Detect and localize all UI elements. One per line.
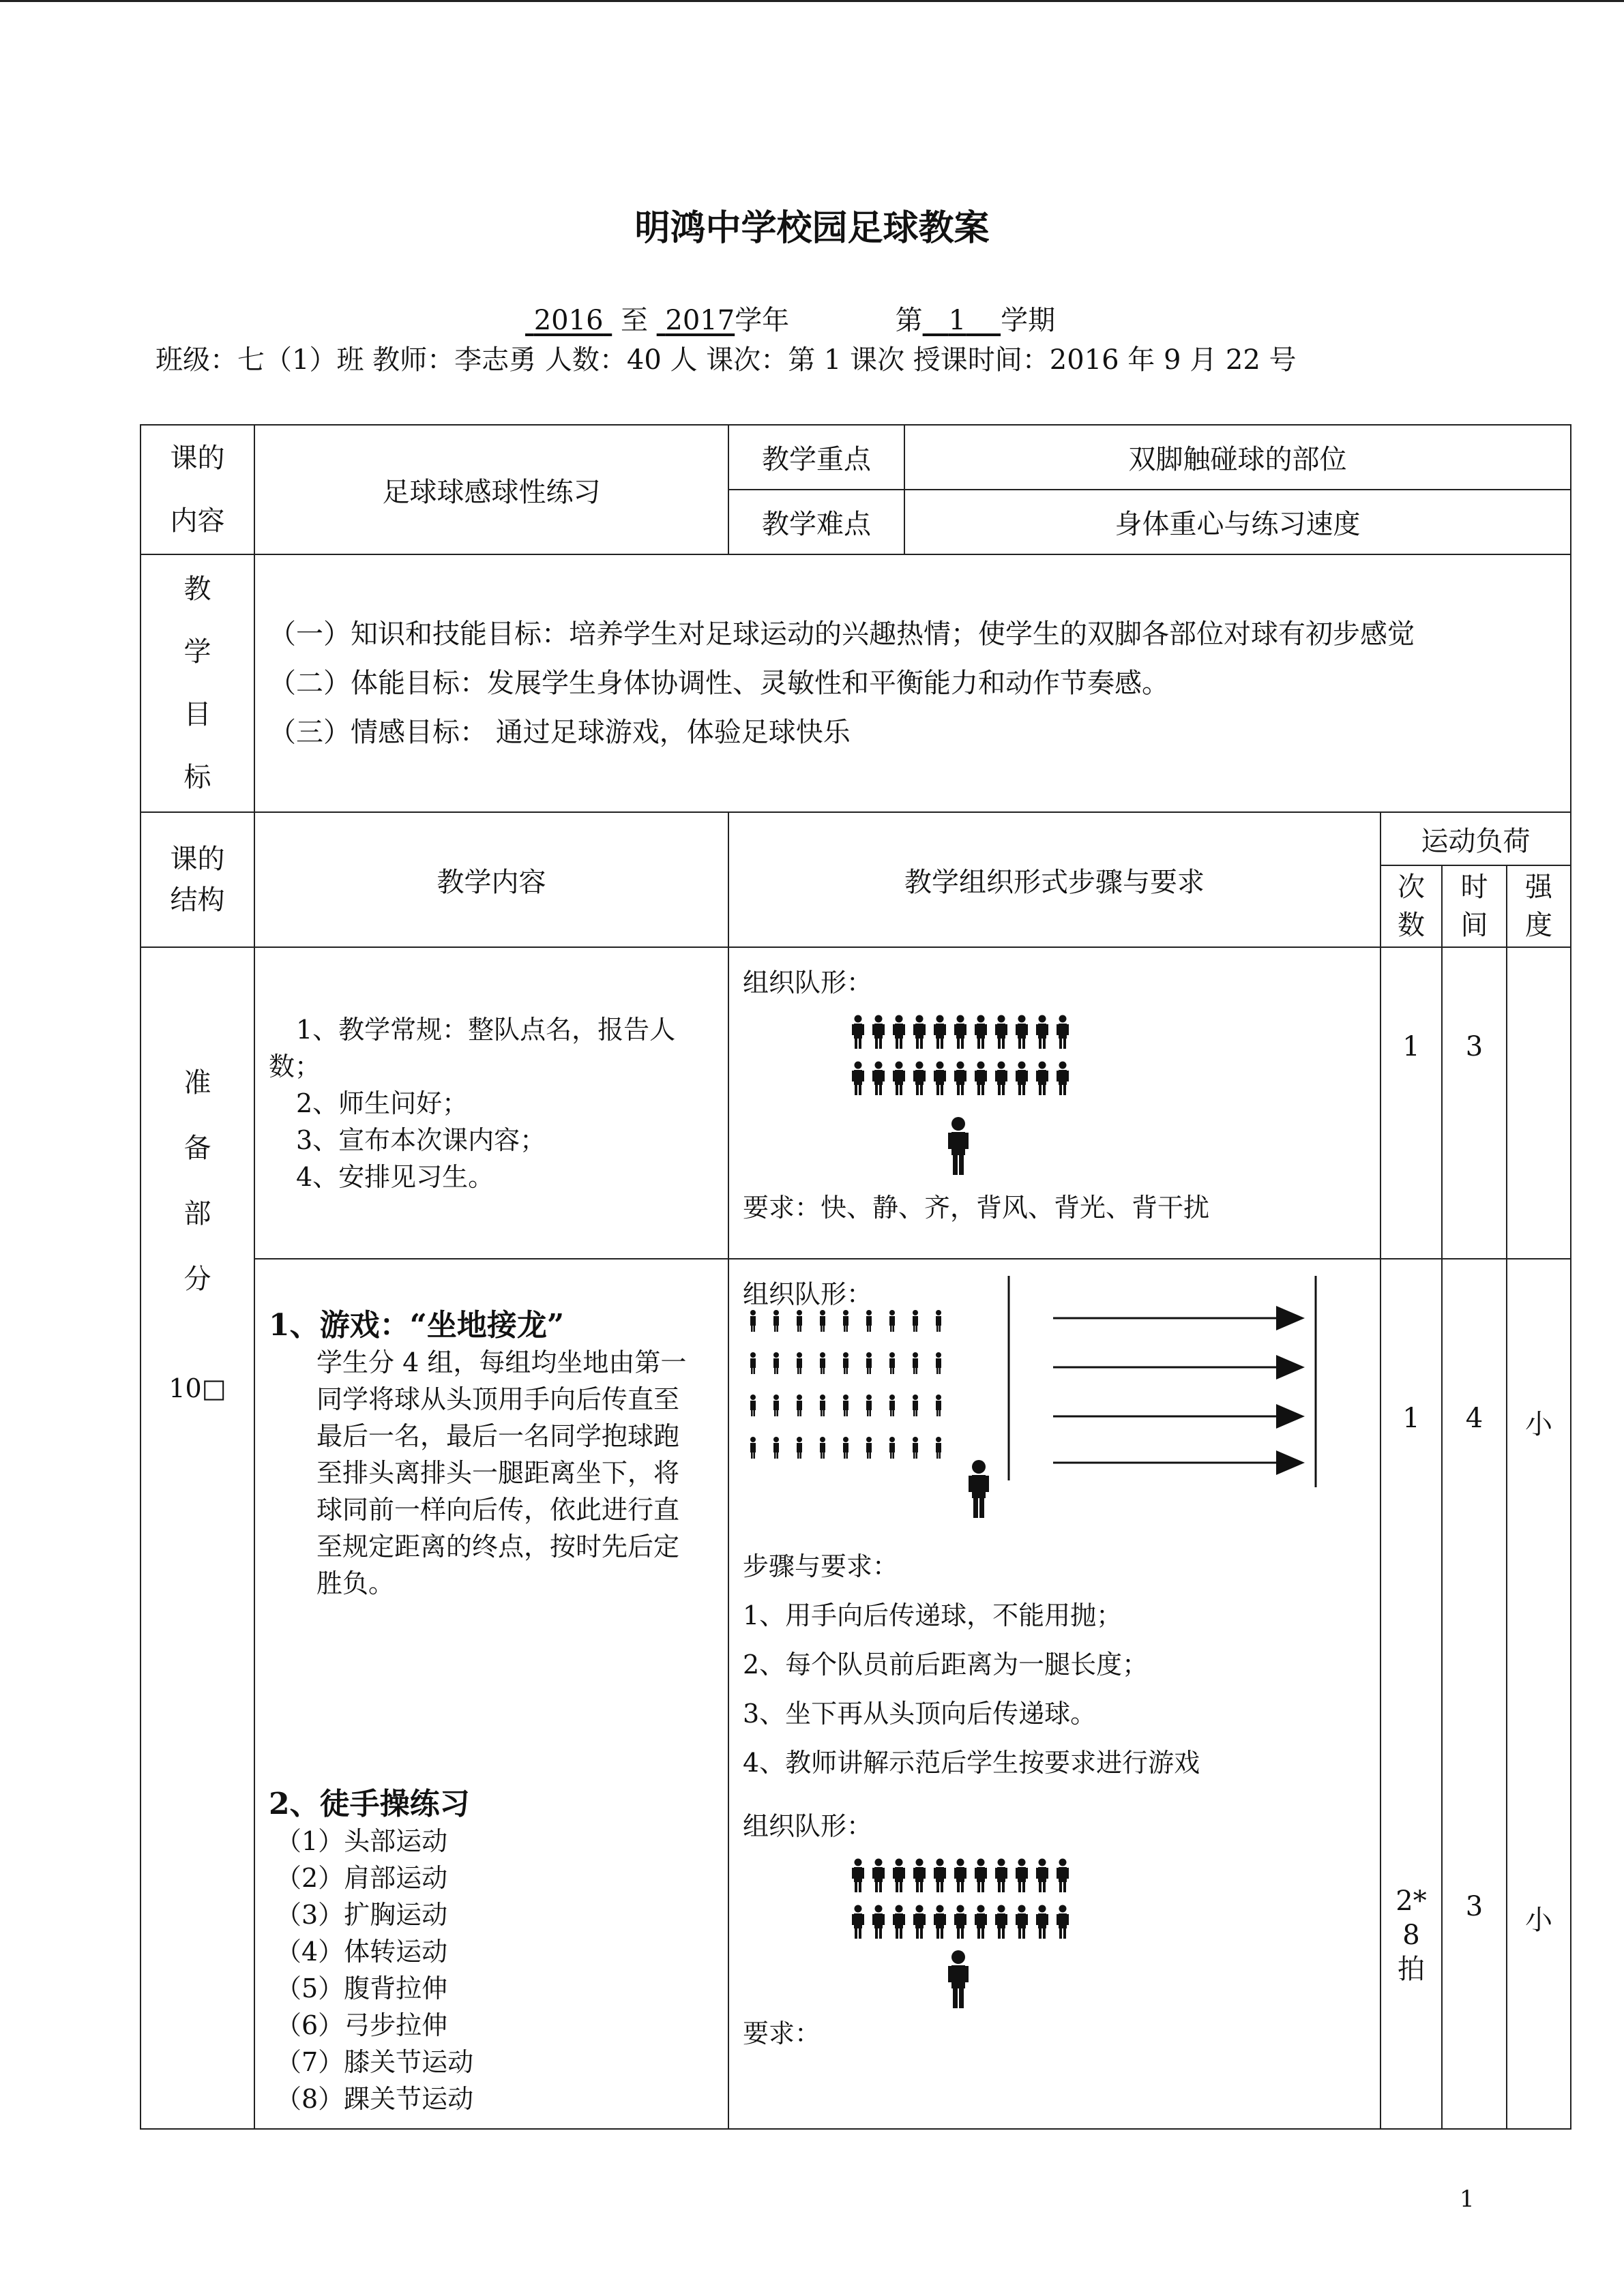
person-icon [975, 1859, 987, 1893]
person-icon [1036, 1062, 1048, 1096]
person-icon [975, 1062, 987, 1096]
person-icon [1036, 1015, 1048, 1049]
person-icon [954, 1015, 966, 1049]
person-icon [934, 1859, 946, 1893]
content-label-cell [141, 425, 254, 554]
year-end: 2017 [665, 305, 735, 336]
exercise-item: （7）膝关节运动 [276, 2047, 474, 2077]
routine-requirement: 要求：快、静、齐，背风、背光、背干扰 [743, 1193, 1210, 1223]
person-icon [936, 1437, 941, 1459]
person-icon [820, 1352, 825, 1374]
person-icon [1057, 1062, 1069, 1096]
exercise-item: （6）弓步拉伸 [276, 2010, 448, 2040]
person-icon [820, 1310, 825, 1332]
person-icon [1016, 1015, 1028, 1049]
routine-formation-diagram [852, 1001, 1097, 1185]
student-row-1 [852, 1859, 1069, 1893]
person-icon [773, 1437, 779, 1459]
content-label-2: 内容 [170, 505, 225, 537]
person-icon [889, 1437, 895, 1459]
lesson-content: 足球球感球性练习 [254, 425, 728, 554]
school-year-line [525, 299, 1055, 338]
person-icon [954, 1062, 966, 1096]
key-point-label: 教学重点 [728, 425, 904, 490]
exercise-time: 3 [1465, 1891, 1483, 1922]
exercise-formation [852, 1845, 1366, 2015]
exercise-intensity: 小 [1525, 1905, 1552, 1936]
intensity-header: 强 度 [1507, 865, 1571, 947]
person-icon [893, 1015, 905, 1049]
routine-item: 4、安排见习生。 [296, 1161, 494, 1192]
teaching-content-header: 教学内容 [254, 812, 728, 947]
exercise-item: （5）腹背拉伸 [276, 1973, 448, 2003]
teacher-icon [969, 1460, 989, 1518]
person-icon [843, 1310, 848, 1332]
person-icon [750, 1310, 756, 1332]
person-icon [866, 1352, 872, 1374]
person-icon [893, 1905, 905, 1939]
person-icon [936, 1395, 941, 1416]
goals-cell [254, 554, 1571, 812]
person-icon [913, 1062, 926, 1096]
person-icon [1036, 1905, 1048, 1939]
exercise-title: 2、徒手操练习 [269, 1787, 470, 1821]
person-icon [872, 1905, 885, 1939]
exercise-item: （3）扩胸运动 [276, 1900, 448, 1930]
game-exercise-time-cell [1442, 1259, 1507, 2129]
student-row-1 [852, 1015, 1069, 1049]
person-icon [750, 1352, 756, 1374]
routine-intensity [1507, 947, 1571, 1259]
person-icon [954, 1859, 966, 1893]
routine-item: 1、教学常规：整队点名，报告人数； [269, 1014, 676, 1082]
person-icon [1016, 1062, 1028, 1096]
year-separator: 至 [620, 305, 648, 336]
person-icon [1016, 1859, 1028, 1893]
person-icon [797, 1352, 802, 1374]
goal-item: （三）情感目标： 通过足球游戏，体验足球快乐 [269, 717, 851, 748]
person-icon [872, 1062, 885, 1096]
lesson-plan-table [140, 424, 1571, 2130]
content-label-1: 课的 [170, 443, 225, 474]
step-item: 1、用手向后传递球，不能用抛； [743, 1600, 1123, 1630]
game-exercise-intensity-cell [1507, 1259, 1571, 2129]
term-suffix: 学期 [1001, 305, 1056, 336]
person-icon [773, 1395, 779, 1416]
person-icon [843, 1352, 848, 1374]
prep-duration: 10□ [168, 1373, 226, 1403]
routine-count: 1 [1381, 947, 1442, 1259]
steps-label: 步骤与要求： [743, 1551, 899, 1581]
group-row [750, 1437, 941, 1459]
person-icon [797, 1437, 802, 1459]
goals-label-char: 学 [183, 636, 211, 668]
person-icon [934, 1015, 946, 1049]
formation-label: 组织队形： [743, 1279, 873, 1309]
teacher-icon [948, 1950, 969, 2008]
goals-label-char: 标 [183, 762, 211, 793]
person-icon [773, 1310, 779, 1332]
game-exercise-content-cell [254, 1259, 728, 2129]
routine-formation [852, 1001, 1366, 1185]
person-icon [852, 1015, 864, 1049]
exercise-item: （4）体转运动 [276, 1937, 448, 1967]
structure-label-cell [141, 812, 254, 947]
term-value: 1 [948, 305, 966, 336]
goals-label-cell [141, 554, 254, 812]
person-icon [995, 1062, 1007, 1096]
person-icon [852, 1859, 864, 1893]
routine-content-cell [254, 947, 728, 1259]
prep-part-cell [141, 947, 254, 2129]
difficulty-label: 教学难点 [728, 490, 904, 554]
person-icon [889, 1395, 895, 1416]
group-row [750, 1352, 941, 1374]
game-exercise-organization-cell [728, 1259, 1381, 2129]
person-icon [797, 1310, 802, 1332]
person-icon [995, 1859, 1007, 1893]
game-intensity: 小 [1525, 1409, 1552, 1440]
person-icon [975, 1015, 987, 1049]
exercise-count: 2*8拍 [1396, 1885, 1427, 1985]
time-header: 时 间 [1442, 865, 1507, 947]
person-icon [820, 1395, 825, 1416]
game-title: 1、游戏：“坐地接龙” [269, 1308, 565, 1343]
structure-label-1: 课的 [170, 844, 225, 875]
exercise-requirement: 要求： [743, 2018, 821, 2048]
key-point-value: 双脚触碰球的部位 [904, 425, 1571, 490]
formation-label: 组织队形： [743, 968, 873, 998]
prep-part-char: 备 [183, 1133, 211, 1164]
student-row-2 [852, 1062, 1069, 1096]
person-icon [1016, 1905, 1028, 1939]
person-icon [843, 1395, 848, 1416]
person-icon [913, 1905, 926, 1939]
page-title: 明鸿中学校园足球教案 [634, 207, 990, 249]
year-start: 2016 [533, 305, 604, 336]
person-icon [866, 1437, 872, 1459]
person-icon [995, 1905, 1007, 1939]
person-icon [843, 1437, 848, 1459]
person-icon [750, 1395, 756, 1416]
student-row-2 [852, 1905, 1069, 1939]
step-item: 3、坐下再从头顶向后传递球。 [743, 1699, 1097, 1729]
person-icon [872, 1015, 885, 1049]
person-icon [913, 1015, 926, 1049]
person-icon [1036, 1859, 1048, 1893]
exercise-item: （1）头部运动 [276, 1826, 448, 1856]
person-icon [889, 1310, 895, 1332]
routine-time: 3 [1442, 947, 1507, 1259]
person-icon [750, 1437, 756, 1459]
prep-part-char: 部 [183, 1198, 211, 1229]
group-row [750, 1395, 941, 1416]
page-number: 1 [1460, 2186, 1475, 2213]
person-icon [852, 1905, 864, 1939]
routine-item: 2、师生问好； [296, 1088, 469, 1118]
count-header: 次 数 [1381, 865, 1442, 947]
class-info: 班级：七（1）班 教师：李志勇 人数：40 人 课次：第 1 课次 授课时间：2016 年 9 月 22 号 [156, 344, 1297, 376]
exercise-item: （2）肩部运动 [276, 1863, 448, 1893]
goals-label-char: 目 [183, 699, 211, 730]
person-icon [913, 1395, 918, 1416]
organization-header: 教学组织形式步骤与要求 [728, 812, 1381, 947]
step-item: 2、每个队员前后距离为一腿长度； [743, 1650, 1149, 1680]
game-exercise-count-cell [1381, 1259, 1442, 2129]
person-icon [872, 1859, 885, 1893]
person-icon [797, 1395, 802, 1416]
group-row [750, 1310, 941, 1332]
person-icon [913, 1859, 926, 1893]
teacher-icon [948, 1117, 969, 1175]
exercise-item: （8）踝关节运动 [276, 2084, 474, 2114]
person-icon [852, 1062, 864, 1096]
person-icon [936, 1310, 941, 1332]
person-icon [913, 1352, 918, 1374]
person-icon [934, 1062, 946, 1096]
prep-part-char: 准 [183, 1067, 211, 1099]
person-icon [893, 1062, 905, 1096]
goal-item: （二）体能目标：发展学生身体协调性、灵敏性和平衡能力和动作节奏感。 [269, 668, 1169, 699]
routine-item: 3、宣布本次课内容； [296, 1124, 546, 1155]
difficulty-value: 身体重心与练习速度 [904, 490, 1571, 554]
person-icon [954, 1905, 966, 1939]
person-icon [913, 1437, 918, 1459]
person-icon [936, 1352, 941, 1374]
person-icon [995, 1015, 1007, 1049]
person-icon [773, 1352, 779, 1374]
goals-label-char: 教 [183, 573, 211, 605]
person-icon [1057, 1905, 1069, 1939]
formation-label: 组织队形： [743, 1811, 873, 1841]
game-formation-diagram [743, 1276, 1357, 1542]
person-icon [1057, 1859, 1069, 1893]
person-icon [866, 1310, 872, 1332]
page-top-border [0, 0, 1624, 2]
game-description: 学生分 4 组，每组均坐地由第一同学将球从头顶用手向后传直至最后一名，最后一名同学抱球跑至排头离排头一腿距离坐下，将球同前一样向后传，依此进行直至规定距离的终点，按时先后定胜负。 [316, 1347, 687, 1598]
person-icon [913, 1310, 918, 1332]
term-prefix: 第 [895, 305, 923, 336]
person-icon [820, 1437, 825, 1459]
game-time: 4 [1465, 1403, 1483, 1434]
person-icon [975, 1905, 987, 1939]
routine-organization-cell [728, 947, 1381, 1259]
person-icon [866, 1395, 872, 1416]
load-header: 运动负荷 [1381, 812, 1571, 865]
exercise-formation-diagram [852, 1845, 1097, 2015]
year-suffix: 学年 [735, 305, 790, 336]
prep-part-char: 分 [183, 1264, 211, 1295]
step-item: 4、教师讲解示范后学生按要求进行游戏 [743, 1748, 1200, 1778]
person-icon [893, 1859, 905, 1893]
structure-label-2: 结构 [170, 884, 225, 916]
person-icon [934, 1905, 946, 1939]
person-icon [889, 1352, 895, 1374]
game-count: 1 [1402, 1403, 1420, 1434]
goal-item: （一）知识和技能目标：培养学生对足球运动的兴趣热情；使学生的双脚各部位对球有初步感觉 [269, 618, 1415, 650]
person-icon [1057, 1015, 1069, 1049]
